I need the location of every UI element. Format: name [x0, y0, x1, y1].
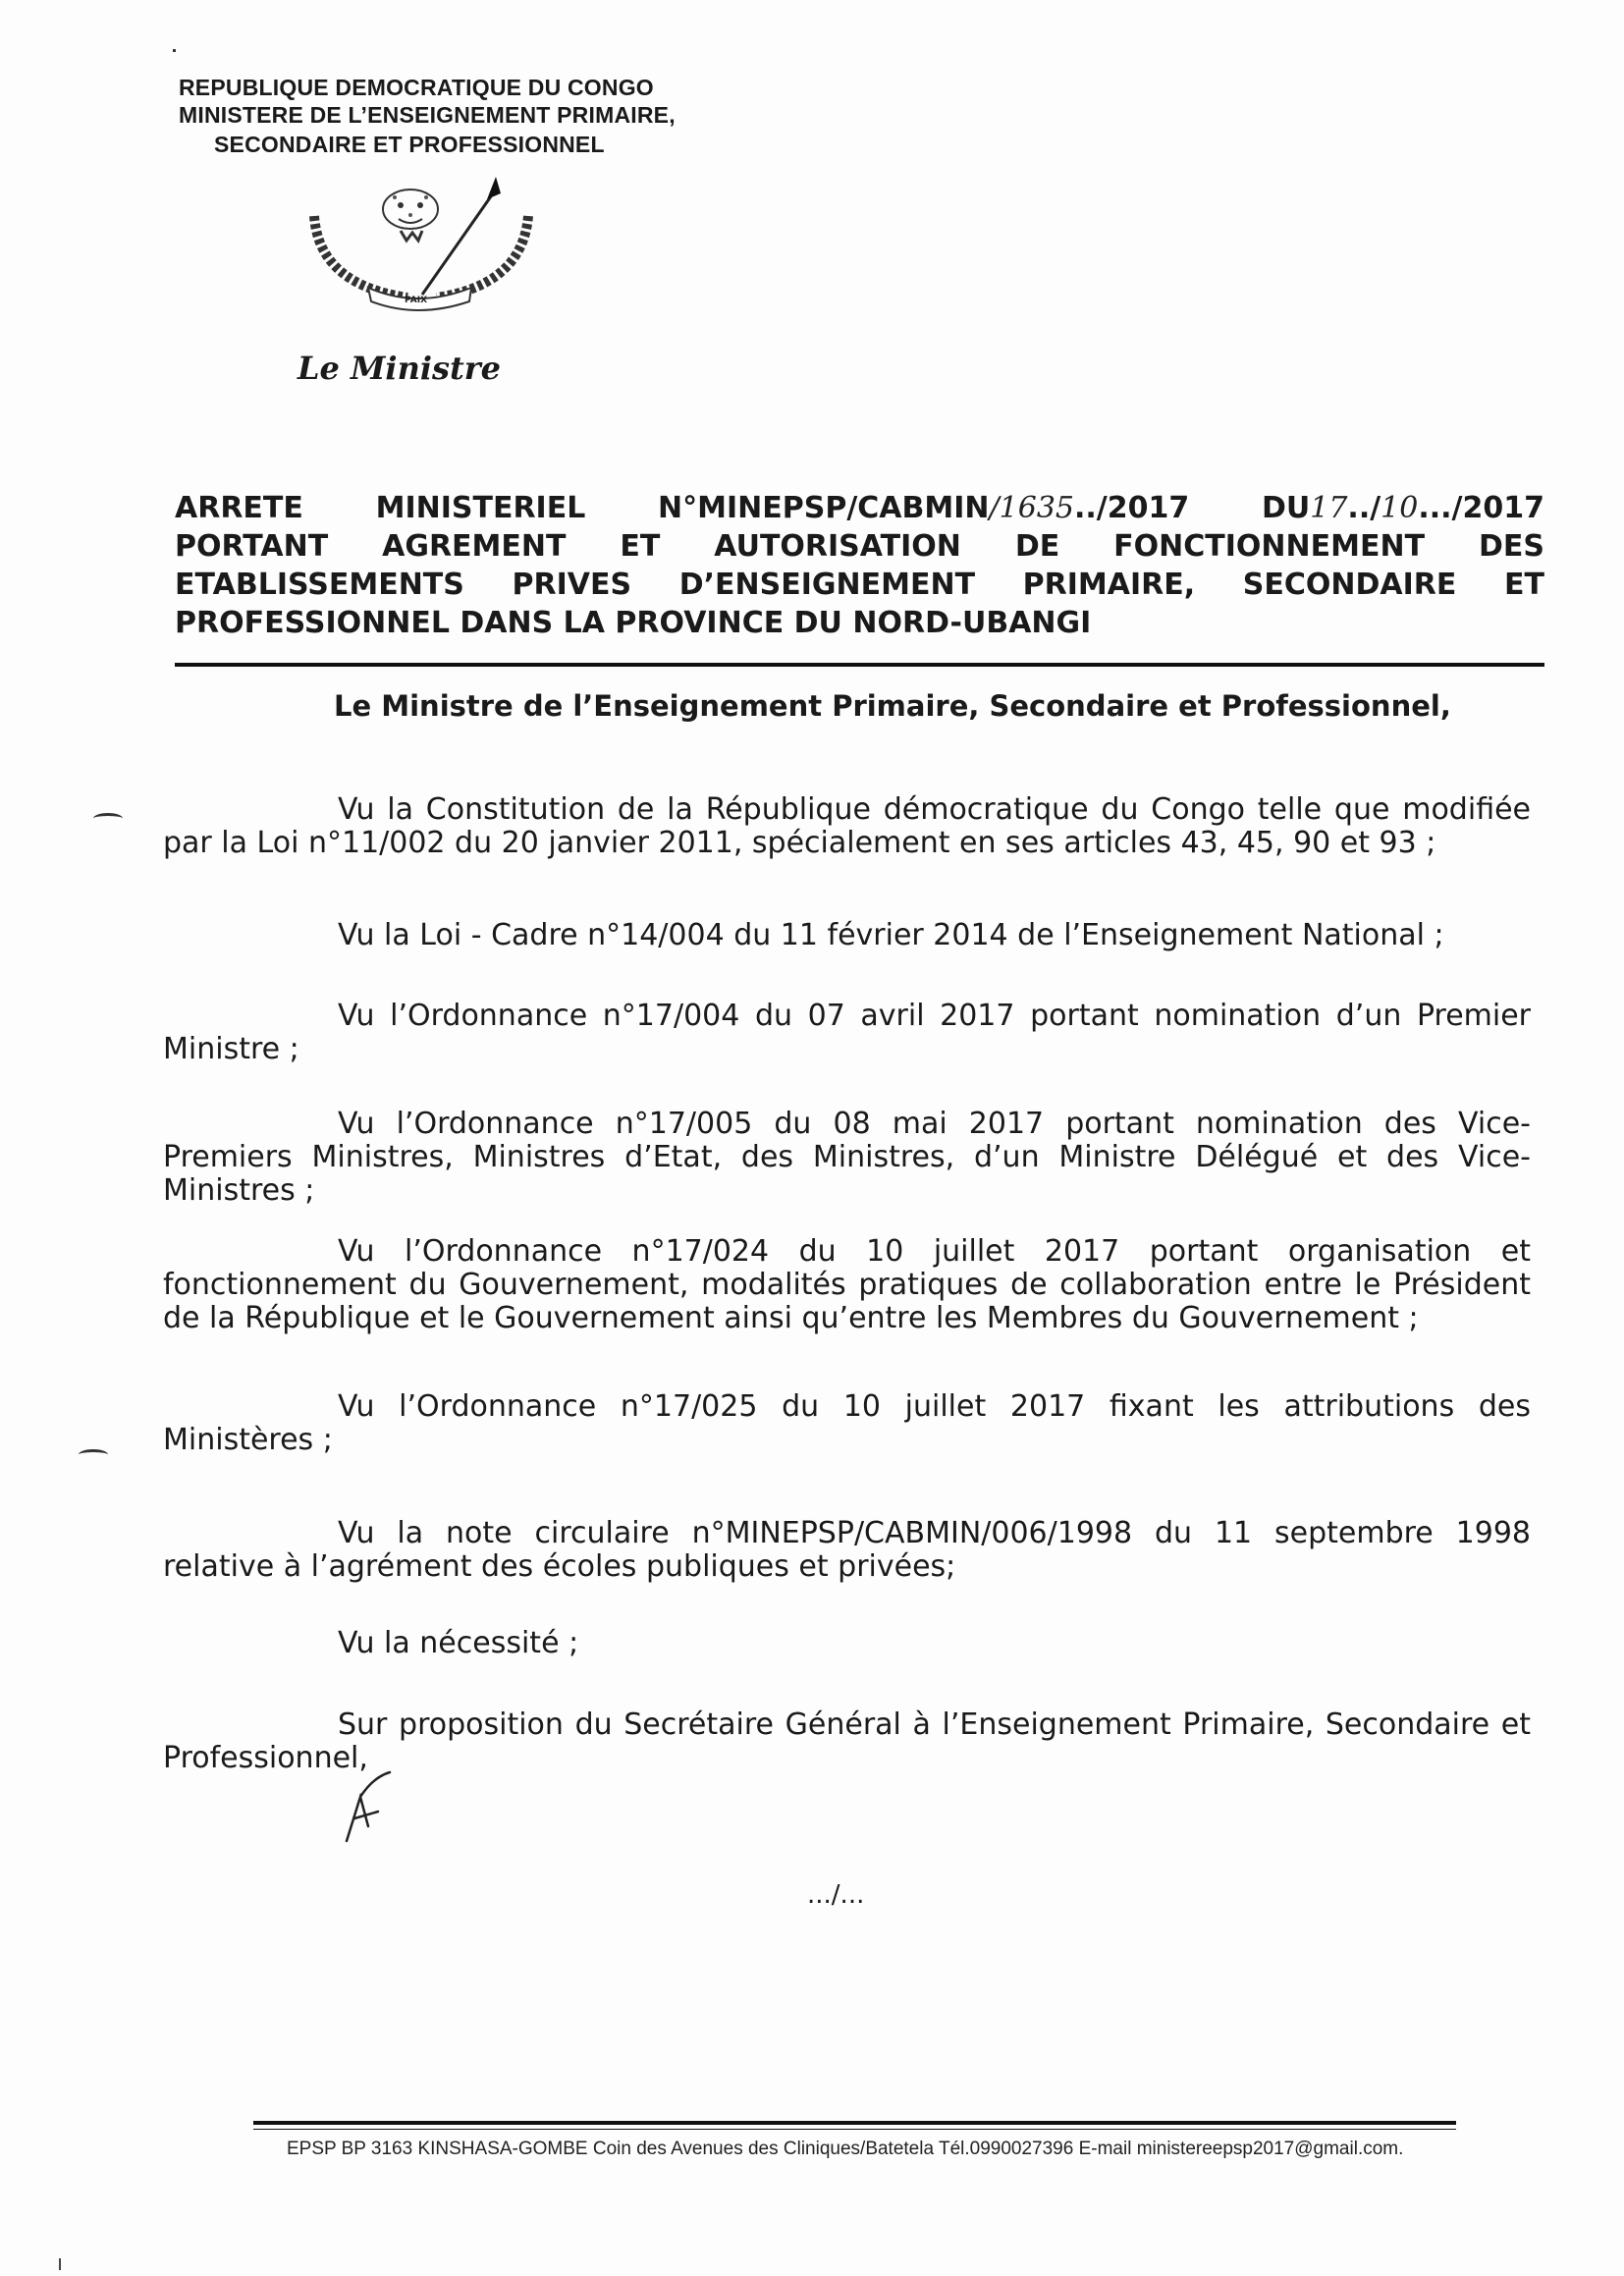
- margin-mark: [79, 1449, 108, 1460]
- header-ministry-cont: SECONDAIRE ET PROFESSIONNEL: [214, 132, 605, 157]
- signature-block-title: Le Ministre: [298, 350, 502, 387]
- coat-of-arms-icon: [295, 172, 540, 319]
- considerant-paragraph: Vu la note circulaire n°MINEPSP/CABMIN/006/1998 du 11 septembre 1998 relative à l’agrément des écoles publiques et privées;: [163, 1516, 1531, 1584]
- considerant-paragraph: Vu l’Ordonnance n°17/024 du 10 juillet 2017 portant organisation et fonctionnement du Gouvernement, modalités pratiques de collaboration entre le Président de la République et le Gouvernement ainsi qu’entre les Membres du Gouvernement ;: [163, 1234, 1531, 1335]
- decree-title: [175, 489, 1544, 642]
- considerant-paragraph: Vu la Loi - Cadre n°14/004 du 11 février 2014 de l’Enseignement National ;: [338, 918, 1444, 952]
- issuer-line: Le Ministre de l’Enseignement Primaire, Secondaire et Professionnel,: [334, 689, 1451, 723]
- decree-month-handwritten: 10: [1380, 491, 1419, 525]
- decree-title-line2: PORTANT AGREMENT ET AUTORISATION DE FONCTIONNEMENT DES: [175, 529, 1544, 564]
- scan-speck: [173, 49, 176, 52]
- footer-divider: [253, 2121, 1456, 2125]
- considerant-paragraph: Sur proposition du Secrétaire Général à l’Enseignement Primaire, Secondaire et Professionnel,: [163, 1707, 1531, 1775]
- decree-title-line3: ETABLISSEMENTS PRIVES D’ENSEIGNEMENT PRIMAIRE, SECONDAIRE ET: [175, 568, 1544, 602]
- considerant-paragraph: Vu la Constitution de la République démocratique du Congo telle que modifiée par la Loi n°11/002 du 20 janvier 2011, spécialement en ses articles 43, 45, 90 et 93 ;: [163, 792, 1531, 860]
- margin-mark: [93, 813, 123, 824]
- considerant-paragraph: Vu l’Ordonnance n°17/004 du 07 avril 2017 portant nomination d’un Premier Ministre ;: [163, 999, 1531, 1066]
- considerant-paragraph: Vu la nécessité ;: [338, 1626, 579, 1660]
- header-ministry: MINISTERE DE L’ENSEIGNEMENT PRIMAIRE,: [179, 102, 676, 128]
- considerant-paragraph: Vu l’Ordonnance n°17/005 du 08 mai 2017 portant nomination des Vice-Premiers Ministres, Ministres d’Etat, des Ministres, d’un Ministre Délégué et des Vice-Ministres ;: [163, 1107, 1531, 1208]
- header-country: REPUBLIQUE DEMOCRATIQUE DU CONGO: [179, 75, 654, 100]
- page-continuation-mark: .../...: [807, 1880, 865, 1910]
- considerant-paragraph: Vu l’Ordonnance n°17/025 du 10 juillet 2017 fixant les attributions des Ministères ;: [163, 1389, 1531, 1457]
- decree-title-line1: ARRETE MINISTERIEL N°MINEPSP/CABMIN/1635../2017 DU17../10.../2017: [175, 491, 1545, 525]
- decree-number-handwritten: /1635: [989, 491, 1074, 525]
- scan-speck: [59, 2258, 61, 2270]
- initials-paraph: [339, 1767, 398, 1846]
- footer-contact: EPSP BP 3163 KINSHASA-GOMBE Coin des Avenues des Cliniques/Batetela Tél.0990027396 E-mail ministereepsp2017@gmail.com.: [287, 2139, 1404, 2159]
- footer-divider-thin: [253, 2129, 1456, 2130]
- decree-day-handwritten: 17: [1310, 491, 1348, 525]
- decree-title-line4: PROFESSIONNEL DANS LA PROVINCE DU NORD-UBANGI: [175, 606, 1092, 640]
- svg-text:PAIX: PAIX: [405, 296, 428, 305]
- title-divider: [175, 663, 1544, 667]
